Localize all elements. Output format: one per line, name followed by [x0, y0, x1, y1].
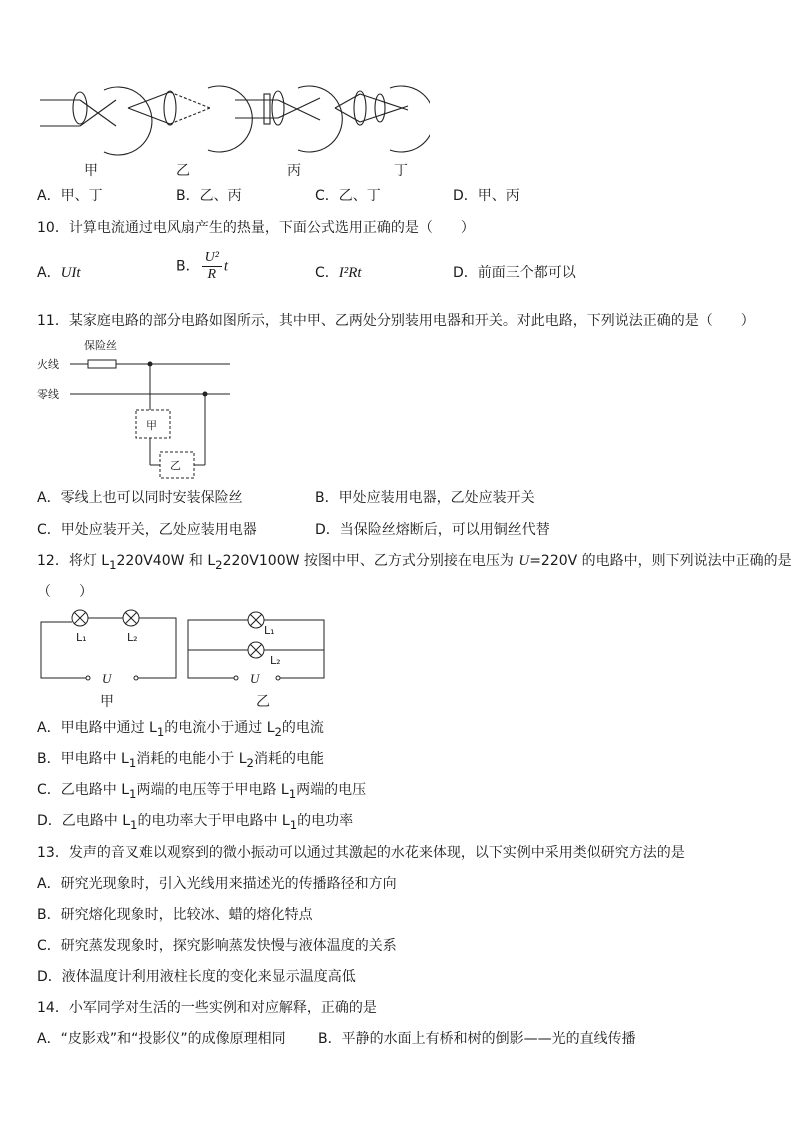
- q10-option-b-fraction: $\frac{\text{U²}}{R}$: [202, 250, 222, 283]
- q12-option-a[interactable]: A．甲电路中通过 $L_1$的电流小于通过 $L_2$的电流: [37, 720, 324, 739]
- q11-option-d[interactable]: D．当保险丝熔断后，可以用铜丝代替: [315, 522, 550, 538]
- q14-option-b[interactable]: B．平静的水面上有桥和树的倒影——光的直线传播: [318, 1031, 636, 1047]
- q10-option-d[interactable]: D．前面三个都可以: [453, 265, 576, 281]
- q9-option-c[interactable]: C．乙、丁: [315, 188, 381, 204]
- q12-option-c[interactable]: C．乙电路中 $L_1$两端的电压等于甲电路 $L_1$两端的电压: [37, 782, 367, 801]
- q11-option-b[interactable]: B．甲处应装用电器，乙处应装开关: [315, 490, 535, 506]
- neutral-wire-label: 零线: [37, 388, 59, 401]
- q14-stem: 14．小军同学对生活的一些实例和对应解释，正确的是: [37, 1000, 377, 1016]
- fig-jia-caption: 甲: [100, 694, 114, 710]
- q13-option-b[interactable]: B．研究熔化现象时，比较冰、蜡的熔化特点: [37, 907, 313, 923]
- fig-yi-l2: L₂: [270, 654, 281, 667]
- eye-diagrams: [30, 80, 430, 160]
- fig-yi-l1: L₁: [264, 624, 275, 637]
- fuse-symbol: [88, 360, 116, 368]
- q10-stem: 10．计算电流通过电风扇产生的热量，下面公式选用正确的是（ ）: [37, 220, 475, 236]
- q13-option-c[interactable]: C．研究蒸发现象时，探究影响蒸发快慢与液体温度的关系: [37, 938, 397, 954]
- q10-option-b-t: t: [223, 258, 229, 275]
- fig-yi-u: U: [250, 671, 260, 686]
- q9-option-b[interactable]: B．乙、丙: [176, 188, 242, 204]
- q10-option-a-label: A．: [37, 265, 61, 281]
- household-circuit-diagram: [30, 330, 240, 480]
- fig-yi-caption: 乙: [256, 694, 270, 710]
- q12-stem: 12．将灯 $L_1220V40W$ 和 $L_2220V100W$ 按图中甲、乙方式分别接在电压为 U=220V 的电路中，则下列说法中正确的是: [37, 553, 792, 572]
- q10-option-b-label: B．: [176, 258, 200, 275]
- q10-option-a[interactable]: [37, 263, 81, 283]
- fig-jia-l1: L₁: [76, 631, 87, 644]
- q10-option-b[interactable]: [176, 250, 228, 283]
- fig-jia-u: U: [102, 671, 112, 686]
- lamp-circuits-diagram: [36, 608, 331, 688]
- q12-option-d[interactable]: D．乙电路中 $L_1$的电功率大于甲电路中 $L_1$的电功率: [37, 813, 354, 832]
- fig-jia-l2: L₂: [127, 631, 138, 644]
- q13-option-a[interactable]: A．研究光现象时，引入光线用来描述光的传播路径和方向: [37, 876, 397, 892]
- q11-option-c[interactable]: C．甲处应装开关，乙处应装用电器: [37, 522, 257, 538]
- q11-stem: 11．某家庭电路的部分电路如图所示，其中甲、乙两处分别装用电器和开关。对此电路，下列说法正确的是（ ）: [37, 313, 755, 329]
- q9-option-a[interactable]: A．甲、丁: [37, 188, 103, 204]
- box-yi-label: 乙: [170, 459, 181, 472]
- q11-option-a[interactable]: A．零线上也可以同时安装保险丝: [37, 490, 243, 506]
- q14-option-a[interactable]: A．“皮影戏”和“投影仪”的成像原理相同: [37, 1031, 286, 1047]
- fuse-label: 保险丝: [84, 339, 117, 352]
- eye-caption-4: 丁: [394, 163, 408, 179]
- q10-option-c-label: C．: [315, 265, 339, 281]
- q13-stem: 13．发声的音叉难以观察到的微小振动可以通过其激起的水花来体现，以下实例中采用类似研究方法的是: [37, 845, 685, 861]
- live-wire-label: 火线: [37, 358, 59, 371]
- q10-option-a-formula: UIt: [60, 265, 81, 281]
- q12-option-b[interactable]: B．甲电路中 $L_1$消耗的电能小于 $L_2$消耗的电能: [37, 751, 324, 770]
- eye-caption-2: 乙: [176, 163, 190, 179]
- q13-option-d[interactable]: D．液体温度计利用液柱长度的变化来显示温度高低: [37, 969, 356, 985]
- q10-option-c-formula: I²Rt: [338, 265, 362, 281]
- q9-option-d[interactable]: D．甲、丙: [453, 188, 520, 204]
- eye-caption-3: 丙: [287, 163, 301, 179]
- box-jia-label: 甲: [146, 419, 157, 432]
- q10-option-c[interactable]: [315, 263, 362, 283]
- q12-stem-paren: （ ）: [37, 584, 93, 600]
- eye-caption-1: 甲: [84, 163, 98, 179]
